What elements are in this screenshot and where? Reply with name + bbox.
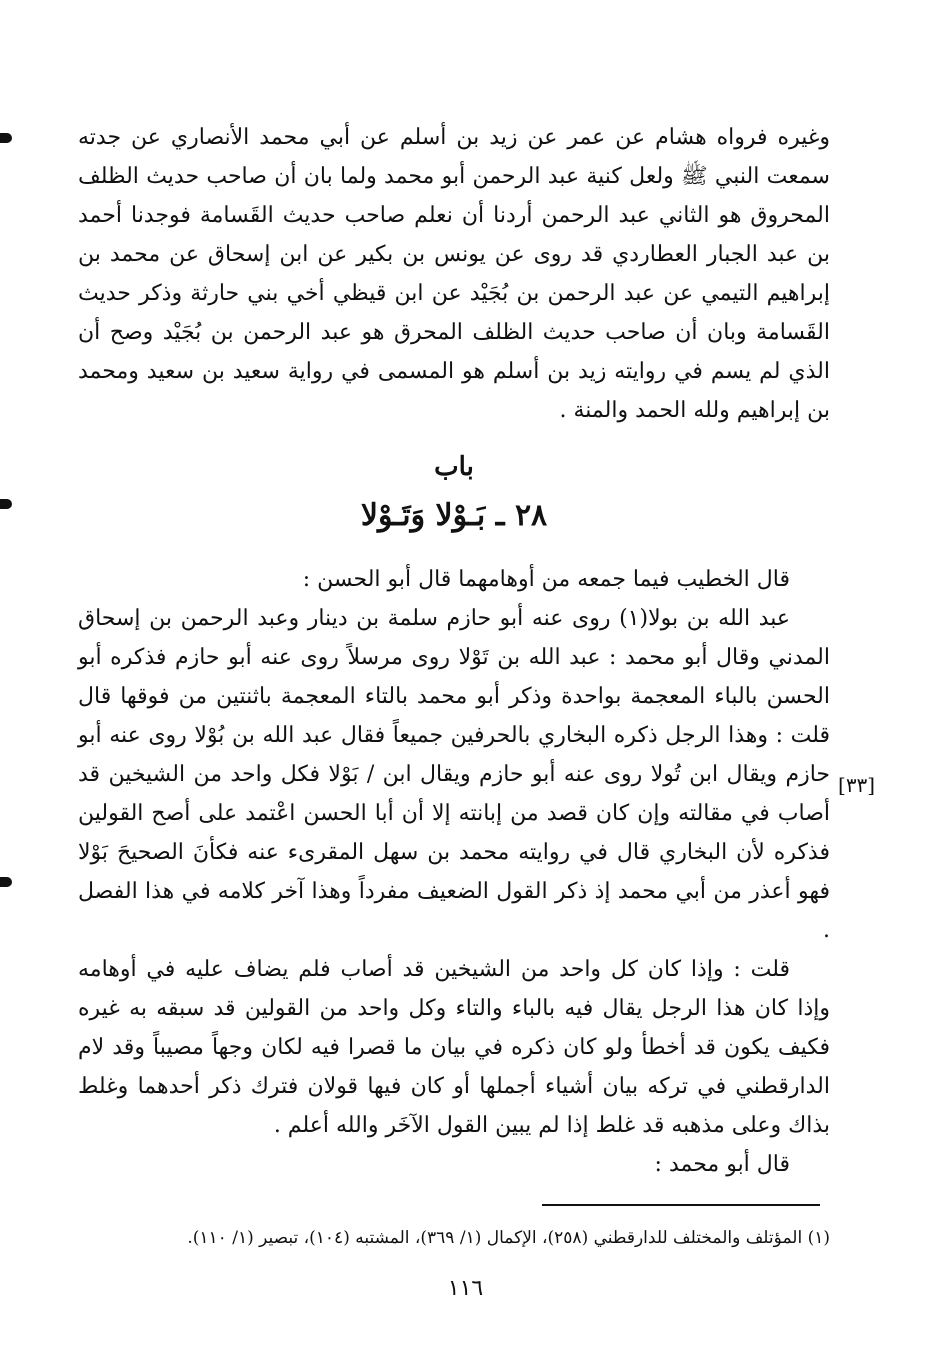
scan-edge-mark bbox=[0, 877, 12, 887]
scan-edge-mark bbox=[0, 133, 12, 143]
entry-heading: ٢٨ ـ بَـوْلا وَتَـوْلا bbox=[360, 498, 548, 533]
main-text bbox=[78, 560, 830, 1184]
manuscript-page-marker: [٣٣] bbox=[838, 773, 876, 797]
paragraph-2: عبد الله بن بولا(١) روى عنه أبو حازم سلمة بن دينار وعبد الرحمن بن إسحاق المدني وقال أبو محمد : عبد الله بن تَوْلا روى مرسلاً روى عنه أبو حازم فذكره أبو الحسن بالباء المعجمة بواحدة وذكر أبو محمد بالتاء المعجمة باثنتين من فوقها قال قلت : وهذا الرجل ذكره البخاري بالحرفين جميعاً فقال عبد الله بن بُوْلا روى عنه أبو حازم ويقال ابن تُولا روى عنه أبو حازم ويقال ابن / بَوْلا فكل واحد من الشيخين قد أصاب في مقالته وإن كان قصد من إبانته إلا أن أبا الحسن اعْتمد على أصح القولين فذكره لأن البخاري قال في روايته محمد بن سهل المقرىء عنه فكأنَ الصحيحَ بَوْلا فهو أعذر من أبي محمد إذ ذكر القول الضعيف مفرداً وهذا آخر كلامه في هذا الفصل . bbox=[78, 606, 830, 943]
intro-paragraph-text: وغيره فرواه هشام عن عمر عن زيد بن أسلم عن أبي محمد الأنصاري عن جدته سمعت النبي ﷺ ولعل كنية عبد الرحمن أبو محمد ولما بان أن صاحب حديث الظلف المحروق هو الثاني عبد الرحمن أردنا أن نعلم صاحب حديث القَسامة فوجدنا أحمد بن عبد الجبار العطاردي قد روى عن يونس بن بكير عن ابن إسحاق عن محمد بن إبراهيم التيمي عن عبد الرحمن بن بُجَيْد عن ابن قيظي أخي بني حارثة وذكر حديث القَسامة وبان أن صاحب حديث الظلف المحرق هو عبد الرحمن بن بُجَيْد وصح أن الذي لم يسم في روايته زيد بن أسلم هو المسمى في رواية سعيد بن سعيد ومحمد بن إبراهيم ولله الحمد والمنة . bbox=[78, 125, 830, 423]
footnote: (١) المؤتلف والمختلف للدارقطني (٢٥٨)، الإكمال (١/ ٣٦٩)، المشتبه (١٠٤)، تبصير (١/ ١١٠). bbox=[187, 1228, 830, 1248]
footnote-divider bbox=[542, 1204, 820, 1206]
paragraph-3: قلت : وإذا كان كل واحد من الشيخين قد أصاب فلم يضاف عليه في أوهامه وإذا كان هذا الرجل يقال فيه بالباء والتاء وكل واحد من القولين قد سبقه به غيره فكيف يكون قد أخطأ ولو كان ذكره في بيان ما قصرا فيه لكان وجهاً مصيباً وقد لام الدارقطني في تركه بيان أشياء أجملها أو كان فيها قولان فترك ذكر أحدهما وغلط بذاك وعلى مذهبه قد غلط إذا لم يبين القول الآخَر والله أعلم . bbox=[78, 957, 830, 1138]
chapter-heading: باب bbox=[434, 452, 474, 482]
page-number: ١١٦ bbox=[447, 1276, 484, 1301]
opening-line: قال الخطيب فيما جمعه من أوهامهما قال أبو الحسن : bbox=[302, 567, 790, 592]
closing-line: قال أبو محمد : bbox=[654, 1152, 790, 1177]
scan-edge-mark bbox=[0, 499, 12, 509]
intro-paragraph bbox=[78, 118, 830, 430]
